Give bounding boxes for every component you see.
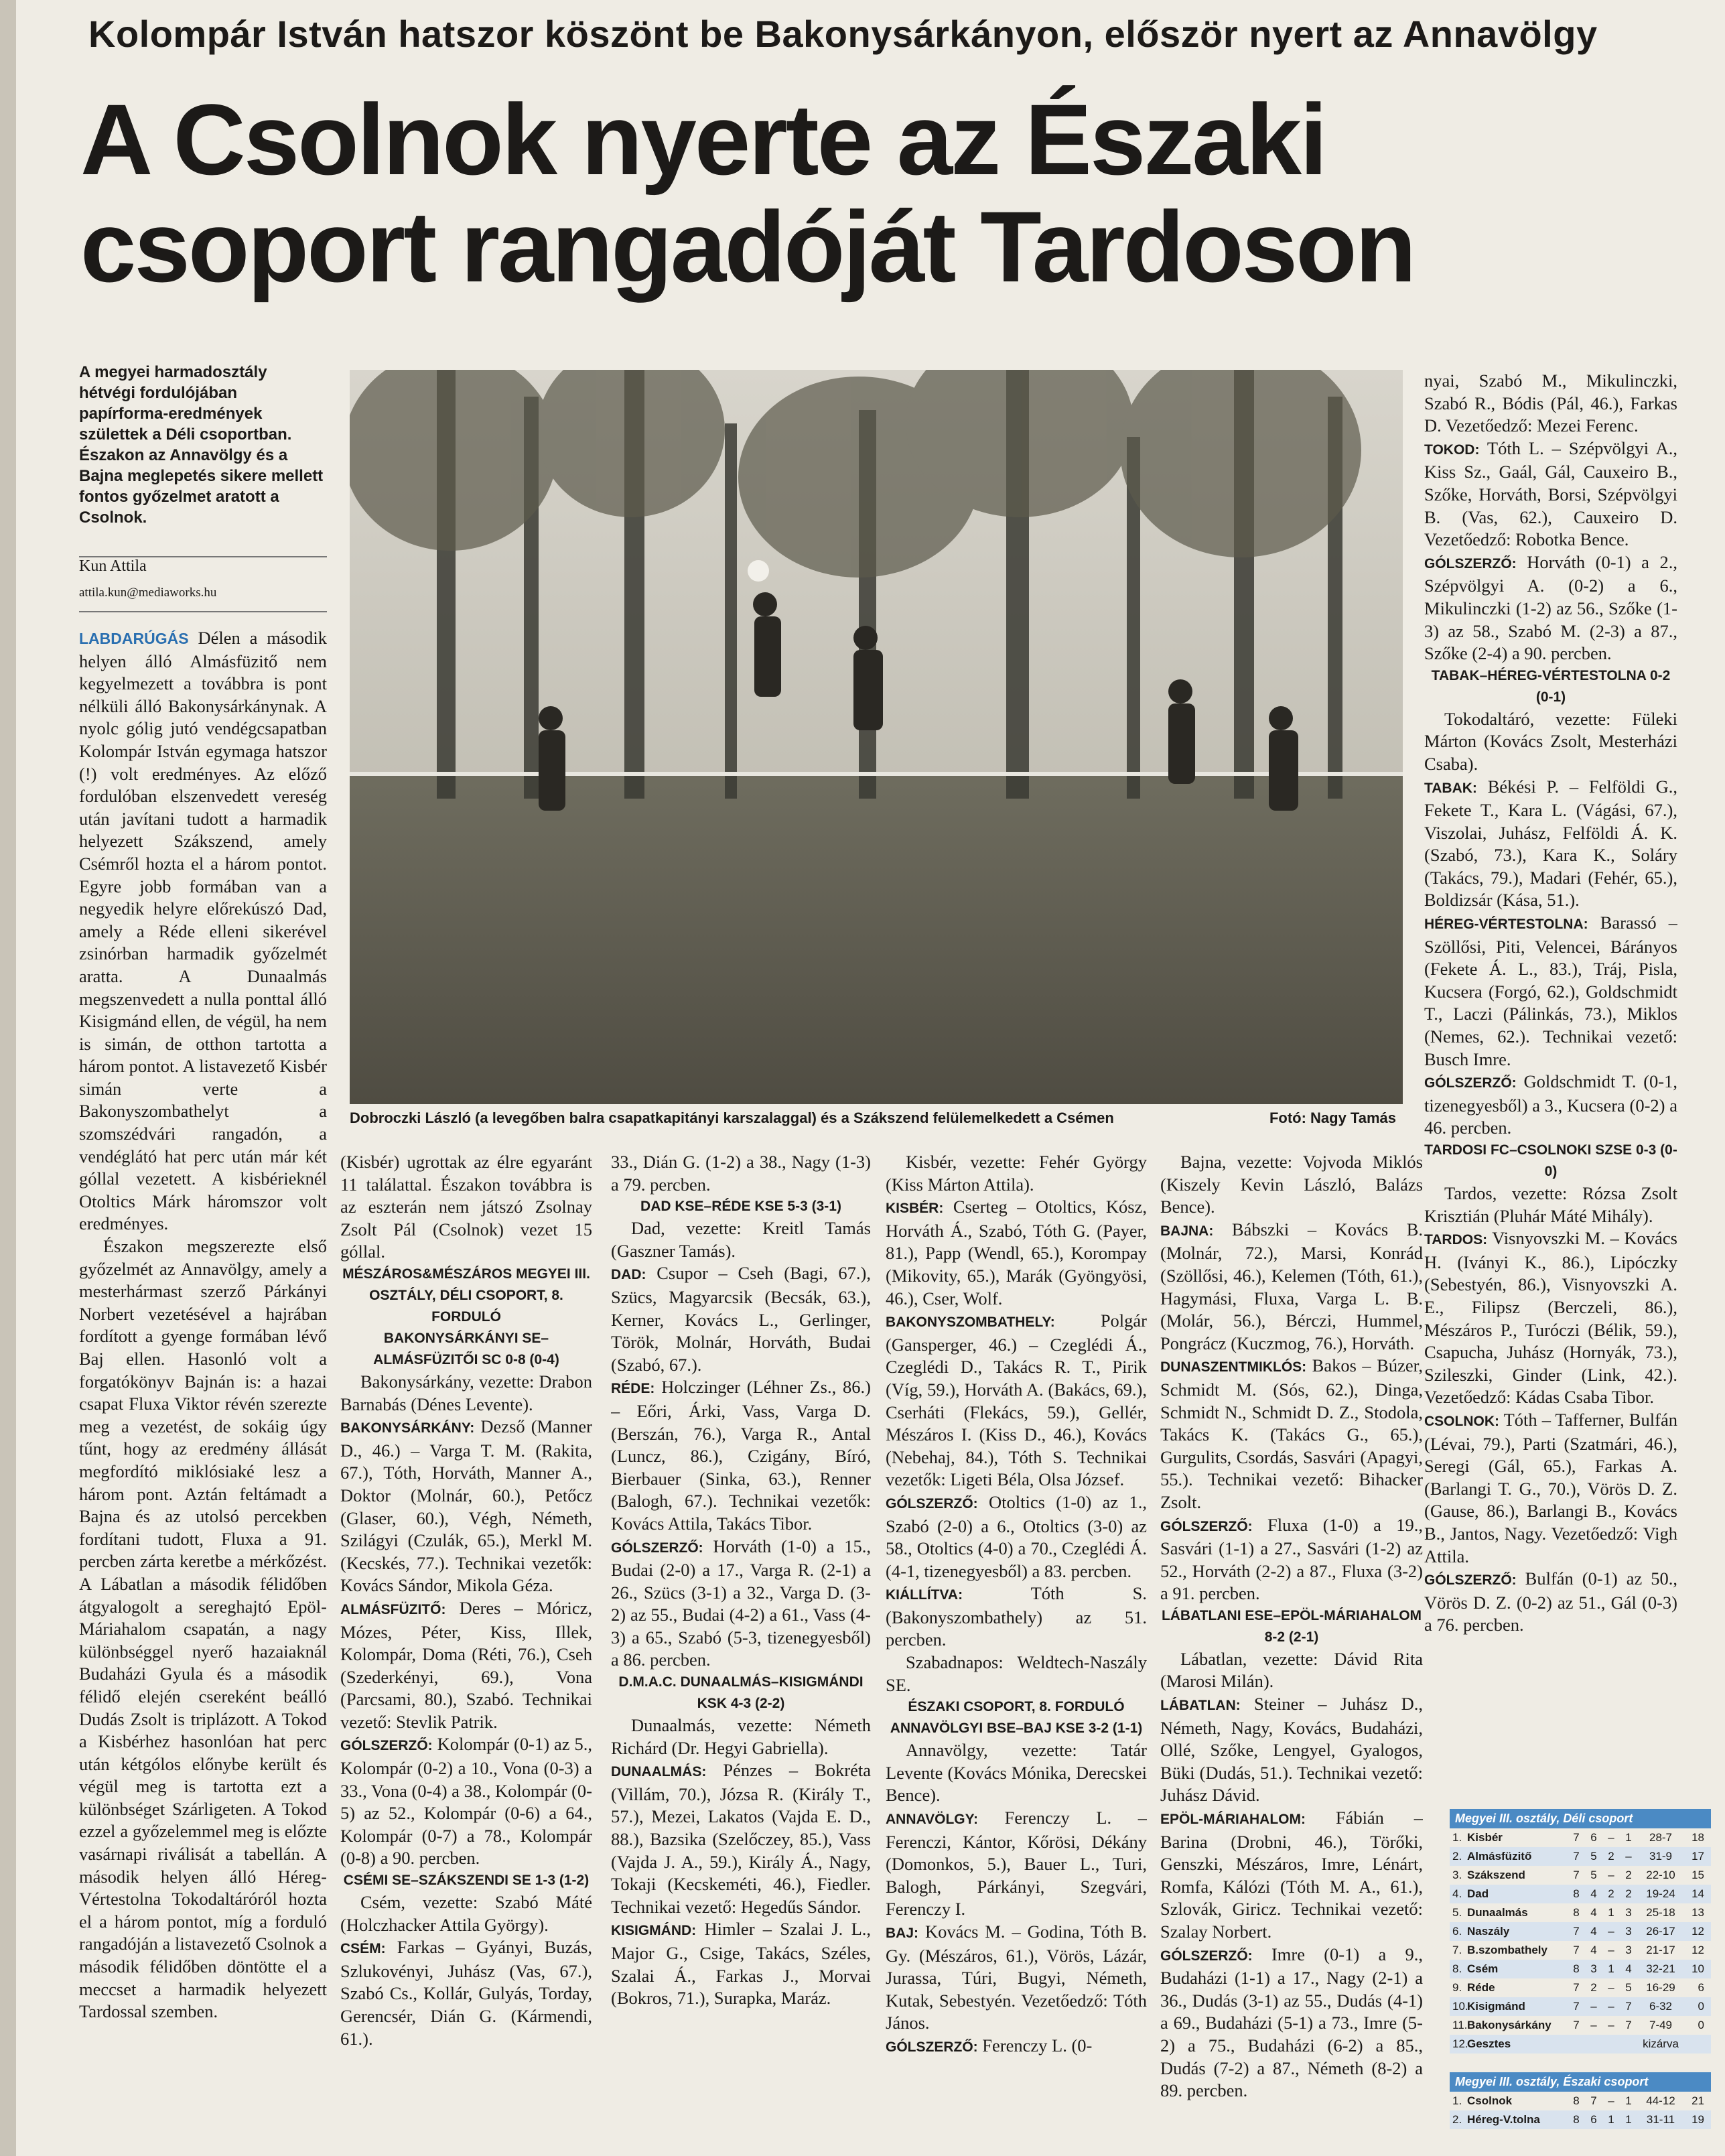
lost-cell: 2 [1625,1869,1632,1881]
goals-cell: 22-10 [1646,1869,1675,1881]
goals [1160,1514,1423,1605]
drawn-cell: 2 [1608,1887,1614,1900]
match-venue: Dad, vezette: Kreitl Tamás (Gaszner Tamás). [611,1218,871,1261]
lost-cell: 2 [1625,1887,1632,1900]
goals-text: Bulfán (0-1) az 50., Vörös D. Z. (0-2) az 51., Gál (0-3) a 76. percben. [1424,1568,1677,1635]
standings-north-table [1450,2092,1711,2129]
table-row [1450,1885,1711,1903]
lost-cell: 5 [1625,1981,1632,1994]
match-title: CSÉMI SE–SZÁKSZENDI SE 1-3 (1-2) [343,1873,590,1889]
team-label: BAKONYSZOMBATHELY: [886,1315,1055,1331]
goals-text: Kolompár (0-1) az 5., Kolompár (0-2) a 10., Vona (0-3) a 33., Vona (0-4) a 38., Kolompár (0-5) az 52., Kolompár (0-6) a 64., Kolompár (0-7) a 78., Kolompár (0-8) a 90. percben. [340,1734,592,1869]
won-cell: 7 [1590,2094,1597,2107]
page-edge [0,0,16,2156]
rank-cell: 9. [1452,1981,1462,1994]
goals-text: Horváth (0-1) a 2., Szépvölgyi A. (0-2) a 6., Mikulinczki (1-2) az 56., Szőke (1-3) az 58., Szabó M. (2-3) a 87., Szőke (2-4) a 90. percben. [1424,551,1677,664]
goals-label: GÓLSZERZŐ: [1160,1948,1253,1964]
headline [80,83,1688,303]
article-column-6 [1424,370,1677,1797]
article-column-5 [1160,1151,1423,2156]
lost-cell: 3 [1625,1944,1632,1956]
bye-note: Szabadnapos: Weldtech-Naszály SE. [886,1652,1147,1695]
team-label: BAKONYSÁRKÁNY: [340,1420,475,1436]
played-cell: 8 [1573,1887,1580,1900]
lost-cell: 1 [1625,1831,1632,1844]
standings-north-title: Megyei III. osztály, Északi csoport [1450,2072,1711,2092]
lineup-text: nyai, Szabó M., Mikulinczki, Szabó R., Bódis (Pál, 46.), Farkas D. Vezetőedző: Mezei Ferenc. [1424,370,1677,436]
body-paragraph: 33., Dián G. (1-2) a 38., Nagy (1-3) a 79. percben. [611,1152,871,1195]
rank-cell: 1. [1452,2094,1462,2107]
lineup [1160,1355,1423,1513]
team-cell: Szákszend [1467,1869,1525,1881]
lost-cell: 1 [1625,2094,1632,2107]
headline-line-1: A Csolnok nyerte az Északi [80,83,1326,196]
team-cell: Csém [1467,1962,1499,1975]
drawn-cell: – [1608,1831,1614,1844]
lineup-text: Himler – Szalai J. L., Major G., Csige, Takács, Széles, Szalai Á., Farkas J., Morvai (Bokros, 71.), Surapka, Maráz. [611,1919,871,2009]
lineup-text: Holczinger (Léhner Zs., 86.) – Eőri, Árki, Vass, Varga D. (Berszán, 76.), Varga R., Antal (Luncz, 86.), Czigány, Bíró, Bierbauer (Sinka, 63.), Renner (Balogh, 67.). Technikai vezetők: Kovács Attila, Takács Tibor. [611,1377,871,1534]
lineup-text: Polgár (Gansperger, 46.) – Czeglédi Á., Czeglédi D., Takács R. T., Pirik (Víg, 59.), Horváth A. (Bakács, 69.), Cserháti (Flekács, 59.), Gellér, Mészáros I. (Kiss D., 46.), Kovács (Nebehaj, 84.), Tóth S. Technikai vezetők: Ligeti Béla, Olsa József. [886,1310,1147,1490]
lost-cell: 3 [1625,1906,1632,1919]
goals-text: Otoltics (1-0) az 1., Szabó (2-0) a 6., Otoltics (3-0) az 58., Otoltics (4-0) a 70., Czeglédi Á. (4-1, tizenegyesből) a 83. percben. [886,1491,1147,1581]
team-label: RÉDE: [611,1381,655,1397]
points-cell: 12 [1692,1944,1704,1956]
rank-cell: 4. [1452,1887,1462,1900]
headline-line-2: csoport rangadóját Tardoson [80,190,1415,303]
lost-cell: 7 [1625,2000,1632,2013]
team-cell: Kisigmánd [1467,2000,1525,2013]
lineup-text: Békési P. – Felföldi G., Fekete T., Kara L. (Vágási, 67.), Viszolai, Juhász, Felföldi Á. K. (Szabó, 73.), Kara K., Soláry (Takács, 79.), Madari (Fehér, 65.), Boldizsár (Kása, 51.). [1424,776,1677,911]
points-cell: 18 [1692,1831,1704,1844]
match-title: D.M.A.C. DUNAALMÁS–KISIGMÁNDI KSK 4-3 (2-2) [618,1674,864,1712]
team-cell: Héreg-V.tolna [1467,2113,1540,2126]
lineup [886,1921,1147,2035]
won-cell: – [1590,2000,1597,2013]
body-paragraph: (Kisbér) ugrottak az élre egyaránt 11 találattal. Északon továbbra is az eszterán nem játszó Zsolnay Zsolt Pál (Csolnok) vezet 15 góllal. [340,1152,592,1262]
team-label: TOKOD: [1424,442,1480,458]
section-heading: MÉSZÁROS&MÉSZÁROS MEGYEI III. OSZTÁLY, DÉLI CSOPORT, 8. FORDULÓ [342,1266,590,1325]
lineup [1424,776,1677,913]
goals [886,1491,1147,1582]
goals-cell: 21-17 [1646,1944,1675,1956]
drawn-cell: 1 [1608,2113,1614,2126]
goals-label: GÓLSZERZŐ: [1424,1075,1517,1091]
team-cell: Dad [1467,1887,1489,1900]
lineup [611,1918,871,2009]
lineup-text: Bábszki – Kovács B. (Molnár, 72.), Marsi, Konrád (Szöllősi, 46.), Kelemen (Tóth, 61.), Hagymási, Fluxa, Varga L. B. (Molár, 56.), Bérczi, Hummel, Pongrácz (Kuczmog, 76.), Horváth. [1160,1219,1423,1353]
lineup [1424,437,1677,551]
played-cell: 7 [1573,1831,1580,1844]
rank-cell: 8. [1452,1962,1462,1975]
goals-cell: 7-49 [1649,2019,1673,2031]
drawn-cell: – [1608,2000,1614,2013]
article-column-4 [886,1151,1147,2156]
won-cell: 5 [1590,1869,1597,1881]
won-cell: 6 [1590,1831,1597,1844]
team-label: HÉREG-VÉRTESTOLNA: [1424,917,1588,933]
match-venue: Kisbér, vezette: Fehér György (Kiss Márton Attila). [886,1152,1147,1195]
lineup-text: Barassó – Szöllősi, Piti, Velencei, Bárányos (Fekete Á. L., 83.), Tráj, Pisla, Kucsera (Forgó, 62.), Goldschmidt T., Laczi (Pálinkás, 73.), Miklos (Nemes, 62.). Technikai vezető: Busch Imre. [1424,913,1677,1069]
rank-cell: 3. [1452,1869,1462,1881]
match-venue: Bajna, vezette: Vojvoda Miklós (Kiszely Kevin László, Balázs Bence). [1160,1152,1423,1217]
caption-text: Dobroczki László (a levegőben balra csapatkapitányi karszalaggal) és a Szákszend felülemelkedett a Csémen [350,1109,1114,1126]
team-label: KISBÉR: [886,1201,944,1217]
standings-tables [1450,1809,1711,2129]
lineup [1160,1693,1423,1807]
lineup-text: Pénzes – Bokréta (Villám, 70.), Józsa R. (Király T., 57.), Mezei, Lakatos (Vajda E. D., 88.), Bazsika (Szelőczey, 85.), Vass (Vajda J. A., 59.), Király Á., Nagy, Tokaji (Kecskeméti, 46.), Fiedler. Technikai vezető: Hegedűs Sándor. [611,1760,871,1917]
article-column-2 [340,1151,592,2156]
played-cell: 8 [1573,2094,1580,2107]
goals-text: Fluxa (1-0) a 19., Sasvári (1-1) a 27., Sasvári (1-2) az 52., Horváth (2-2) a 87., Fluxa (3-2) a 91. percben. [1160,1514,1423,1604]
drawn-cell: 1 [1608,1962,1614,1975]
drawn-cell: 1 [1608,1906,1614,1919]
table-row [1450,2016,1711,2035]
points-cell: 10 [1692,1962,1704,1975]
match-photo [350,370,1403,1104]
table-row [1450,2092,1711,2110]
lineup-text: Farkas – Gyányi, Buzás, Szlukovényi, Juhász (Vas, 67.), Szabó Cs., Kollár, Gulyás, Torday, Gerencsér, Dián G. (Kármendi, 61.). [340,1937,592,2049]
lineup-text: Visnyovszki M. – Kovács H. (Iványi K., 86.), Lipóczky (Sebestyén, 86.), Visnyovszki A. E., Filipsz (Berczeli, 86.), Mészáros P., Turóczi (Bélik, 59.), Csapucha, Juhász (Hornyák, 73.), Szileszki, Ginder (Link, 42.). Vezetőedző: Kádas Csaba Tibor. [1424,1228,1677,1408]
lineup [1424,912,1677,1071]
rank-cell: 2. [1452,2113,1462,2126]
team-cell: Naszály [1467,1925,1510,1938]
lineup [1424,1409,1677,1568]
red-card-label: KIÁLLÍTVA: [886,1587,963,1603]
goals [886,2035,1147,2059]
rank-cell: 5. [1452,1906,1462,1919]
table-row [1450,1903,1711,1922]
goals-text: Imre (0-1) a 9., Budaházi (1-1) a 17., Nagy (2-1) a 36., Dudás (3-1) az 55., Dudás (4-1) a 69., Budaházi (5-1) a 73., Imre (5-2) a 75., Budaházi (6-2) a 85., Dudás (7-2) a 87., Németh (8-2) a 89. percben. [1160,1944,1423,2101]
lineup [886,1196,1147,1310]
team-cell: Réde [1467,1981,1495,1994]
played-cell: 8 [1573,1906,1580,1919]
goals [611,1536,871,1672]
lineup-text: Cserteg – Otoltics, Kósz, Horváth Á., Szabó, Tóth G. (Payer, 81.), Papp (Wendl, 65.), Korompay (Mikovity, 65.), Marák (Gyöngyösi, 46.), Cser, Wolf. [886,1197,1147,1308]
category-label: LABDARÚGÁS [79,630,189,647]
lineup [886,1310,1147,1491]
played-cell: 7 [1573,1925,1580,1938]
goals-cell: 28-7 [1649,1831,1673,1844]
won-cell: 2 [1590,1981,1597,1994]
photo-caption [350,1109,1403,1127]
goals-cell: 26-17 [1646,1925,1675,1938]
drawn-cell: – [1608,1944,1614,1956]
goals-text: Goldschmidt T. (0-1, tizenegyesből) a 3., Kucsera (0-2) a 46. percben. [1424,1071,1677,1138]
won-cell: 4 [1590,1925,1597,1938]
goals-label: GÓLSZERZŐ: [340,1738,433,1754]
section-heading: ÉSZAKI CSOPORT, 8. FORDULÓ [908,1699,1125,1715]
goals-cell: 25-18 [1646,1906,1675,1919]
body-paragraph [79,627,327,1235]
goals-cell: 31-9 [1649,1850,1673,1863]
rank-cell: 12. [1452,2037,1468,2050]
goals-text: Ferenczy L. (0- [982,2035,1093,2056]
lineup [886,1807,1147,1921]
goals-cell: 32-21 [1646,1962,1675,1975]
match-title: TARDOSI FC–CSOLNOKI SZSE 0-3 (0-0) [1424,1142,1677,1179]
lineup-text: Steiner – Juhász D., Németh, Nagy, Kovács, Budaházi, Ollé, Szőke, Lengyel, Gyalogos, Büki (Dudás, 51.). Technikai vezető: Juhász Dávid. [1160,1694,1423,1806]
goals-label: GÓLSZERZŐ: [611,1540,703,1556]
goals [1160,1944,1423,2102]
match-venue: Bakonysárkány, vezette: Drabon Barnabás (Dénes Levente). [340,1371,592,1414]
lineup-text: Dezső (Manner D., 46.) – Varga T. M. (Rakita, 67.), Tóth, Horváth, Manner A., Doktor (Molnár, 60.), Petőcz (Glaser, 60.), Végh, Németh, Szilágyi (Czulák, 65.), Merkl M. (Kecskés, 77.). Technikai vezetők: Kovács Sándor, Mikola Géza. [340,1416,592,1596]
points-cell: 19 [1692,2113,1704,2126]
table-row [1450,1997,1711,2016]
lost-cell: 3 [1625,1925,1632,1938]
body-text: Délen a második helyen álló Almásfüzitő nem kegyelmezett a továbbra is pont nélküli álló Bakonysárkánynak. A nyolc gólig jutó vendégcsapatban Kolompár István egymaga hatszor (!) volt eredményes. Az előző fordulóban elszenvedett vereség után javítani tudott a harmadik helyezett Szákszend, amely Csémről hozta el a három pontot. Egyre jobb formában van a negyedik helyre előrekúszó Dad, amely a Réde elleni sikerével zsinórban harmadik győzelmét aratta. A Dunaalmás megszenvedett a nulla ponttal álló Kisigmánd ellen, de végül, ha nem is simán, de otthon tartotta a három pontot. A listavezető Kisbér simán verte a Bakonyszombathelyt a szomszédvári rangadón, a vendéglátó hat perc után már két góllal vezetett. A kisbérieknél Otoltics Márk háromszor volt eredményes. [79,628,327,1234]
team-label: BAJ: [886,1926,919,1941]
team-cell: Dunaalmás [1467,1906,1528,1919]
team-label: DUNAALMÁS: [611,1764,707,1780]
goals-label: GÓLSZERZŐ: [1424,1572,1517,1589]
lineup-text: Ferenczy L. – Ferenczi, Kántor, Kőrösi, Dékány (Domonkos, 5.), Bauer L., Turi, Balogh, Párkányi, Szegvári, Ferenczy I. [886,1808,1147,1919]
author-name: Kun Attila [79,557,147,575]
played-cell: 7 [1573,1981,1580,1994]
table-row [1450,1828,1711,1847]
points-cell: 13 [1692,1906,1704,1919]
played-cell: 8 [1573,2113,1580,2126]
lineup-text: Tóth L. – Szépvölgyi A., Kiss Sz., Gaál, Gál, Cauxeiro B., Szőke, Horváth, Borsi, Szépvölgyi B. (Vas, 62.), Cauxeiro D. Vezetőedző: Robotka Bence. [1424,437,1677,550]
lost-cell: 1 [1625,2113,1632,2126]
kicker: Kolompár István hatszor köszönt be Bakonysárkányon, először nyert az Annavölgy [88,13,1598,55]
lineup-text: Bakos – Búzer, Schmidt M. (Sós, 62.), Dinga, Schmidt N., Schmidt D. Z., Stodola, Takács K. (Takács G., 65.), Gurgulits, Csordás, Sasvári (Apagyi, 55.). Technikai vezető: Bihacker Zsolt. [1160,1355,1423,1512]
lineup-text: Tóth – Tafferner, Bulfán (Lévai, 79.), Parti (Szatmári, 46.), Seregi (Gál, 65.), Farkas A. (Barlangi T. G., 70.), Vörös D. Z. (Gause, 86.), Barlangi B., Kovács B., Jantos, Nagy. Vezetőedző: Vigh Attila. [1424,1409,1677,1566]
points-cell: 15 [1692,1869,1704,1881]
match-venue: Lábatlan, vezette: Dávid Rita (Marosi Milán). [1160,1648,1423,1692]
goals-text: Horváth (1-0) a 15., Budai (2-0) a 17., Varga R. (2-1) a 26., Szücs (3-1) a 32., Varga D. (3-2) az 55., Budai (4-2) a 61., Vass (4-3) a 65., Szabó (5-3, tizenegyesből) a 86. percben. [611,1536,871,1670]
lineup-text: Fábián – Barina (Drobni, 46.), Törőki, Genszki, Mészáros, Imre, Lénárt, Romfa, Kálózi (Tóth M. A., 61.), Szlovák, Giricz. Technikai vezető: Szalay Norbert. [1160,1808,1423,1942]
drawn-cell: 2 [1608,1850,1614,1863]
lineup-text: Csupor – Cseh (Bagi, 67.), Szücs, Magyarcsik (Becsák, 63.), Kerner, Kovács L., Gerlinger, Török, Molnár, Horváth, Budai (Szabó, 67.). [611,1263,871,1375]
table-row [1450,1941,1711,1960]
team-label: ANNAVÖLGY: [886,1812,979,1828]
points-cell: 0 [1698,2000,1704,2013]
table-row [1450,1960,1711,1978]
lineup [611,1759,871,1918]
rank-cell: 1. [1452,1831,1462,1844]
won-cell: 3 [1590,1962,1597,1975]
won-cell: 5 [1590,1850,1597,1863]
points-cell: 21 [1692,2094,1704,2107]
team-label: DUNASZENTMIKLÓS: [1160,1359,1307,1375]
article-column-1 [79,627,327,2155]
team-label: BAJNA: [1160,1223,1214,1239]
rank-cell: 7. [1452,1944,1462,1956]
played-cell: 7 [1573,2019,1580,2031]
rank-cell: 6. [1452,1925,1462,1938]
drawn-cell: – [1608,2019,1614,2031]
team-label: CSOLNOK: [1424,1413,1499,1429]
lineup [1160,1807,1423,1944]
team-label: TARDOS: [1424,1232,1488,1248]
points-cell: 6 [1698,1981,1704,1994]
goals [1424,1071,1677,1140]
goals-label: GÓLSZERZŐ: [1424,555,1517,571]
author-email: attila.kun@mediaworks.hu [79,586,217,600]
lineup [611,1376,871,1535]
points-cell: 17 [1692,1850,1704,1863]
lost-cell: 4 [1625,1962,1632,1975]
photo-credit: Fotó: Nagy Tamás [1269,1109,1396,1126]
team-label: TABAK: [1424,780,1477,796]
won-cell: 4 [1590,1944,1597,1956]
drawn-cell: – [1608,1981,1614,1994]
body-paragraph: Északon megszerezte első győzelmét az Annavölgy, amely a mesterhármast szerző Párkányi Norbert vezetésével a hajrában fordított a gyenge formában lévő Baj ellen. Hasonló volt a forgatókönyv Bajnán is: a hazai csapat Fluxa Viktor révén szerezte meg a vezetést, de sokáig úgy tűnt, hogy az eredmény állását megfordító miklósiaké lesz a három pont. Aztán feltámadt a Bajna és az utolsó percekben fordítani tudott, Fluxa a 91. percben zárta keretbe a mérkőzést. A Lábatlan a második félidőben átgyalogolt a sereghajtó Epöl-Máriahalom csapatán, a nagy különbséggel nyerő hazaiaknál Budaházi Gyula és a második félidő elején csereként beálló Dudás Zsolt is triplázott. A Tokod a Kisbérhez hasonlóan hat perc után kétgólos előnybe került és végül meg is tartotta ezt a különbséget Szárligeten. A Tokod ezzel a győzelemmel meg is előzte vasárnapi riválisát a tabellán. A második helyen álló Héreg-Vértestolna Tokodaltáróról hozta el a három pontot, míg a forduló rangadóján a listavezető Csolnok a második félidőben döntötte el a meccset a harmadik helyezett Tardossal szemben. [79,1236,327,2022]
goals-cell: 19-24 [1646,1887,1675,1900]
won-cell: 6 [1590,2113,1597,2126]
lead-paragraph: A megyei harmadosztály hétvégi fordulójában papírforma-eredmények születtek a Déli csoportban. Északon az Annavölgy és a Bajna meglepetés sikere mellett fontos győzelmet aratott a Csolnok. [79,363,324,527]
team-label: CSÉM: [340,1941,386,1957]
photo-image [350,370,1403,1104]
table-row [1450,2035,1711,2053]
match-title: ANNAVÖLGYI BSE–BAJ KSE 3-2 (1-1) [890,1721,1143,1737]
lineup [340,1416,592,1597]
played-cell: 7 [1573,1850,1580,1863]
table-row [1450,1847,1711,1866]
goals-cell: 31-11 [1646,2113,1675,2126]
won-cell: – [1590,2019,1597,2031]
match-venue: Tardos, vezette: Rózsa Zsolt Krisztián (Pluhár Máté Mihály). [1424,1183,1677,1226]
rank-cell: 11. [1452,2019,1468,2031]
goals-cell: 16-29 [1646,1981,1675,1994]
match-title: TABAK–HÉREG-VÉRTESTOLNA 0-2 (0-1) [1431,667,1671,705]
match-title: LÁBATLANI ESE–EPÖL-MÁRIAHALOM 8-2 (2-1) [1161,1607,1422,1645]
match-venue: Dunaalmás, vezette: Németh Richárd (Dr. Hegyi Gabriella). [611,1715,871,1758]
match-title: BAKONYSÁRKÁNYI SE–ALMÁSFÜZITŐI SC 0-8 (0-4) [373,1330,559,1367]
team-label: ALMÁSFÜZITŐ: [340,1601,446,1617]
played-cell: 8 [1573,1962,1580,1975]
lineup [1424,1227,1677,1409]
played-cell: 7 [1573,1869,1580,1881]
table-row [1450,1978,1711,1997]
goals-cell: 6-32 [1649,2000,1673,2013]
drawn-cell: – [1608,2094,1614,2107]
red-card-text: Tóth S. (Bakonyszombathely) az 51. percben. [886,1583,1147,1650]
drawn-cell: – [1608,1925,1614,1938]
points-cell: 14 [1692,1887,1704,1900]
table-row [1450,1922,1711,1941]
won-cell: 4 [1590,1887,1597,1900]
team-cell: Csolnok [1467,2094,1513,2107]
goals-label: GÓLSZERZŐ: [1160,1518,1253,1534]
lineup-text: Deres – Móricz, Mózes, Péter, Kiss, Illek, Kolompár, Doma (Réti, 76.), Cseh (Szederkényi, 69.), Vona (Parcsami, 80.), Szabó. Technikai vezető: Stevlik Patrik. [340,1597,592,1732]
table-row [1450,1866,1711,1885]
lineup [340,1597,592,1734]
lineup-text: Kovács M. – Godina, Tóth B. Gy. (Mészáros, 61.), Vörös, Lázár, Jurassa, Túri, Bugyi, Németh, Kutak, Sebestyén. Vezetőedző: Tóth János. [886,1922,1147,2033]
lost-cell: 7 [1625,2019,1632,2031]
goals [1424,551,1677,665]
standings-south-table [1450,1828,1711,2053]
team-cell: Almásfüzitő [1467,1850,1532,1863]
rank-cell: 2. [1452,1850,1462,1863]
goals-cell: 44-12 [1646,2094,1675,2107]
goals [340,1733,592,1870]
team-label: DAD: [611,1267,646,1283]
lineup [1160,1219,1423,1355]
played-cell: 7 [1573,2000,1580,2013]
red-card [886,1582,1147,1652]
points-cell: 12 [1692,1925,1704,1938]
match-venue: Annavölgy, vezette: Tatár Levente (Kovács Mónika, Derecskei Bence). [886,1740,1147,1806]
team-label: EPÖL-MÁRIAHALOM: [1160,1812,1306,1828]
goals [1424,1568,1677,1637]
goals-cell: kizárva [1643,2037,1679,2050]
drawn-cell: – [1608,1869,1614,1881]
team-cell: Kisbér [1467,1831,1503,1844]
lost-cell: – [1625,1850,1632,1863]
team-cell: B.szombathely [1467,1944,1547,1956]
goals-label: GÓLSZERZŐ: [886,2039,978,2055]
match-title: DAD KSE–RÉDE KSE 5-3 (3-1) [640,1199,841,1215]
match-venue: Csém, vezette: Szabó Máté (Holczhacker Attila György). [340,1892,592,1935]
standings-south-title: Megyei III. osztály, Déli csoport [1450,1809,1711,1828]
goals-label: GÓLSZERZŐ: [886,1495,978,1511]
rank-cell: 10. [1452,2000,1468,2013]
team-cell: Gesztes [1467,2037,1511,2050]
team-cell: Bakonysárkány [1467,2019,1551,2031]
won-cell: 4 [1590,1906,1597,1919]
table-row [1450,2110,1711,2129]
lineup [611,1262,871,1376]
divider [79,611,327,612]
team-label: LÁBATLAN: [1160,1698,1241,1714]
lineup [340,1936,592,2050]
team-label: KISIGMÁND: [611,1923,697,1939]
match-venue: Tokodaltáró, vezette: Füleki Márton (Kovács Zsolt, Mesterházi Csaba). [1424,708,1677,774]
article-column-3 [611,1151,871,2156]
points-cell: 0 [1698,2019,1704,2031]
played-cell: 7 [1573,1944,1580,1956]
